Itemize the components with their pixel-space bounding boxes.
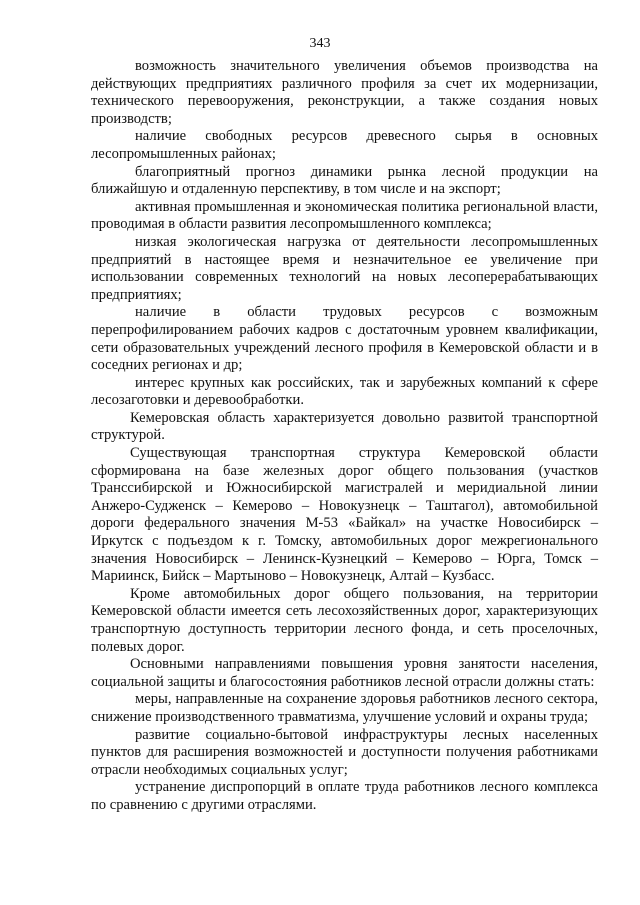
paragraph-employment-directions: Основными направлениями повышения уровня занятости населения, социальной защиты и благосостояния работников лесной отрасли должны стать:	[91, 656, 598, 690]
paragraph-transport-structure: Существующая транспортная структура Кемеровской области сформирована на базе железных дорог общего пользования (участков Транссибирской и Южносибирской магистралей и меридиальной линии Анжеро-Судженск – Кемерово – Новокузнецк – Таштагол), автомобильной дороги федерального значения М-53 «Байкал» на участке Новосибирск – Иркутск с подъездом к г. Томску, автомобильных дорог межрегионального значения Новосибирск – Ленинск-Кузнецкий – Кемерово – Юрга, Томск – Мариинск, Бийск – Мартыново – Новокузнецк, Алтай – Кузбасс.	[91, 445, 598, 585]
page-number: 343	[309, 36, 331, 51]
bullet-raw-resources: наличие свободных ресурсов древесного сырья в основных лесопромышленных районах;	[91, 128, 598, 162]
bullet-labor-resources: наличие в области трудовых ресурсов с возможным перепрофилированием рабочих кадров с достаточным уровнем квалификации, сети образовательных учреждений лесного профиля в Кемеровской области и в соседних регионах и др;	[91, 304, 598, 374]
document-body	[91, 58, 598, 815]
bullet-regional-policy: активная промышленная и экономическая политика региональной власти, проводимая в области развития лесопромышленного комплекса;	[91, 198, 598, 233]
bullet-production-growth: возможность значительного увеличения объемов производства на действующих предприятиях различного профиля за счет их модернизации, технического перевооружения, реконструкции, а также создания новых производств;	[91, 58, 598, 127]
paragraph-forest-roads: Кроме автомобильных дорог общего пользования, на территории Кемеровской области имеется сеть лесохозяйственных дорог, характеризующих транспортную доступность территории лесного фонда, и сеть проселочных, полевых дорог.	[91, 585, 598, 655]
bullet-company-interest: интерес крупных как российских, так и зарубежных компаний к сфере лесозаготовки и деревообработки.	[91, 374, 598, 409]
paragraph-transport-intro: Кемеровская область характеризуется довольно развитой транспортной структурой.	[91, 409, 598, 444]
bullet-market-forecast: благоприятный прогноз динамики рынка лесной продукции на ближайшую и отдаленную перспективу, в том числе и на экспорт;	[91, 163, 598, 198]
bullet-health-safety: меры, направленные на сохранение здоровья работников лесного сектора, снижение производственного травматизма, улучшение условий и охраны труда;	[91, 691, 598, 725]
bullet-social-infrastructure: развитие социально-бытовой инфраструктуры лесных населенных пунктов для расширения возможностей и доступности получения работниками отрасли необходимых социальных услуг;	[91, 726, 598, 778]
bullet-ecological-load: низкая экологическая нагрузка от деятельности лесопромышленных предприятий в настоящее время и незначительное ее увеличение при использовании современных технологий на новых лесоперерабатывающих предприятиях;	[91, 233, 598, 303]
bullet-wage-disparity: устранение диспропорций в оплате труда работников лесного комплекса по сравнению с другими отраслями.	[91, 779, 598, 813]
